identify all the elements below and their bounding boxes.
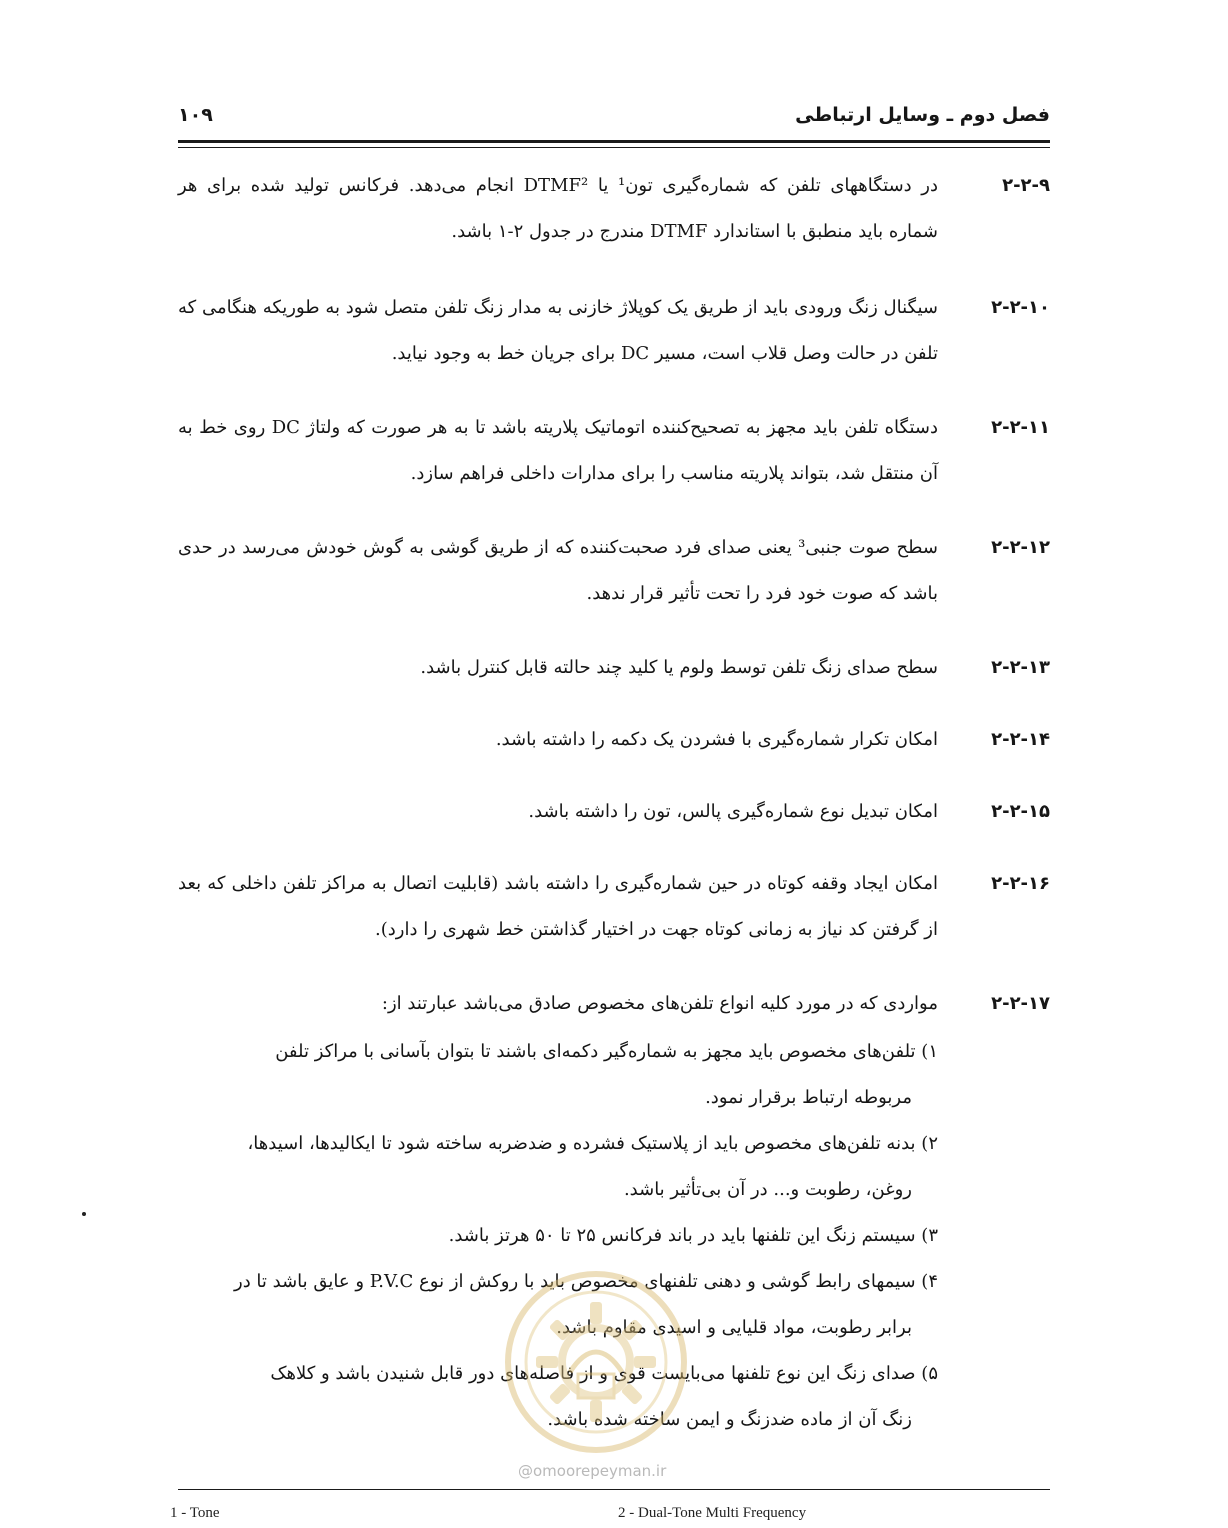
list-item-label: ۵): [921, 1363, 938, 1384]
item-number: ۲-۲-۱۵: [991, 801, 1050, 822]
item-number: ۲-۲-۱۰: [991, 297, 1050, 318]
item-text: امکان تکرار شماره‌گیری با فشردن یک دکمه را داشته باشد.: [495, 729, 938, 750]
footnote-rule: [178, 1489, 1050, 1490]
item-number: ۲-۲-۹: [1002, 175, 1050, 196]
list-item-text: سیمهای رابط گوشی و دهنی تلفنهای مخصوص باید با روکش از نوع P.V.C و عایق باشد تا در: [234, 1271, 916, 1292]
page-header: [178, 104, 1050, 134]
list-item: [178, 1121, 938, 1213]
item-text: سطح صدای زنگ تلفن توسط ولوم یا کلید چند حالته قابل کنترل باشد.: [420, 657, 938, 678]
item-number: ۲-۲-۱۶: [991, 873, 1050, 894]
list-item-label: ۳): [921, 1225, 938, 1246]
watermark-url: @omoorepeyman.ir: [518, 1462, 667, 1480]
item-text: امکان ایجاد وقفه کوتاه در حین شماره‌گیری را داشته باشد (قابلیت اتصال به مراکز تلفن داخلی که بعد از گرفتن کد نیاز به زمانی کوتاه جهت در اختیار گذاشتن خط شهری را دارد).: [178, 873, 938, 940]
footnote-2: 2 - Dual-Tone Multi Frequency: [618, 1505, 807, 1521]
list-item: [178, 1029, 938, 1121]
chapter-title: فصل دوم ـ وسایل ارتباطی: [795, 104, 1050, 126]
item-2-2-10: [178, 285, 1050, 377]
list-item: [178, 1259, 938, 1351]
header-rule-thick: [178, 140, 1050, 143]
item-2-2-17: [178, 981, 1050, 1027]
item-number: ۲-۲-۱۲: [991, 537, 1050, 558]
scan-speck: [82, 1212, 86, 1216]
item-2-2-13: [178, 645, 1050, 691]
list-item-text: صدای زنگ این نوع تلفنها می‌بایست قوی و از فاصله‌های دور قابل شنیدن باشد و کلاهک: [270, 1363, 916, 1384]
item-2-2-16: [178, 861, 1050, 953]
header-rule-thin: [178, 147, 1050, 148]
list-item-continuation: زنگ آن از ماده ضدزنگ و ایمن ساخته شده باشد.: [547, 1409, 912, 1430]
list-item-label: ۲): [921, 1133, 938, 1154]
item-text: سطح صوت جنبی³ یعنی صدای فرد صحبت‌کننده که از طریق گوشی به گوش خودش می‌رسد در حدی باشد که صوت خود فرد را تحت تأثیر قرار ندهد.: [178, 537, 938, 604]
page-number: ۱۰۹: [178, 104, 213, 126]
item-text: امکان تبدیل نوع شماره‌گیری پالس، تون را داشته باشد.: [528, 801, 938, 822]
item-2-2-11: [178, 405, 1050, 497]
list-item: [178, 1213, 938, 1259]
item-2-2-9: [178, 163, 1050, 255]
item-text: دستگاه تلفن باید مجهز به تصحیح‌کننده اتوماتیک پلاریته باشد تا به هر صورت که ولتاژ DC روی خط به آن منتقل شد، بتواند پلاریته مناسب را برای مدارات داخلی فراهم سازد.: [178, 417, 938, 484]
list-item-continuation: روغن، رطوبت و... در آن بی‌تأثیر باشد.: [623, 1179, 912, 1200]
list-item-continuation: مربوطه ارتباط برقرار نمود.: [705, 1087, 912, 1108]
item-number: ۲-۲-۱۳: [991, 657, 1050, 678]
list-item-label: ۴): [921, 1271, 938, 1292]
list-item: [178, 1351, 938, 1443]
item-2-2-15: [178, 789, 1050, 835]
item-2-2-14: [178, 717, 1050, 763]
list-item-continuation: برابر رطوبت، مواد قلیایی و اسیدی مقاوم باشد.: [556, 1317, 912, 1338]
item-number: ۲-۲-۱۱: [991, 417, 1050, 438]
list-item-label: ۱): [921, 1041, 938, 1062]
item-text: سیگنال زنگ ورودی باید از طریق یک کوپلاژ خازنی به مدار زنگ تلفن متصل شود به طوریکه هنگامی که تلفن در حالت وصل قلاب است، مسیر DC برای جریان خط به وجود نیاید.: [178, 297, 938, 364]
footnote-1: 1 - Tone: [170, 1505, 220, 1521]
list-item-text: بدنه تلفن‌های مخصوص باید از پلاستیک فشرده و ضدضربه ساخته شود تا ایکالیدها، اسیدها،: [247, 1133, 916, 1154]
list-item-text: سیستم زنگ این تلفنها باید در باند فرکانس ۲۵ تا ۵۰ هرتز باشد.: [448, 1225, 916, 1246]
item-number: ۲-۲-۱۷: [991, 993, 1050, 1014]
item-text: در دستگاههای تلفن که شماره‌گیری تون¹ یا DTMF² انجام می‌دهد. فرکانس تولید شده برای هر شماره باید منطبق با استاندارد DTMF مندرج در جدول ۲-۱ باشد.: [178, 175, 938, 242]
item-number: ۲-۲-۱۴: [991, 729, 1050, 750]
item-2-2-12: [178, 525, 1050, 617]
item-text: مواردی که در مورد کلیه انواع تلفن‌های مخصوص صادق می‌باشد عبارتند از:: [381, 993, 938, 1014]
list-item-text: تلفن‌های مخصوص باید مجهز به شماره‌گیر دکمه‌ای باشند تا بتوان بآسانی با مراکز تلفن: [275, 1041, 916, 1062]
special-phones-list: [178, 1029, 938, 1443]
